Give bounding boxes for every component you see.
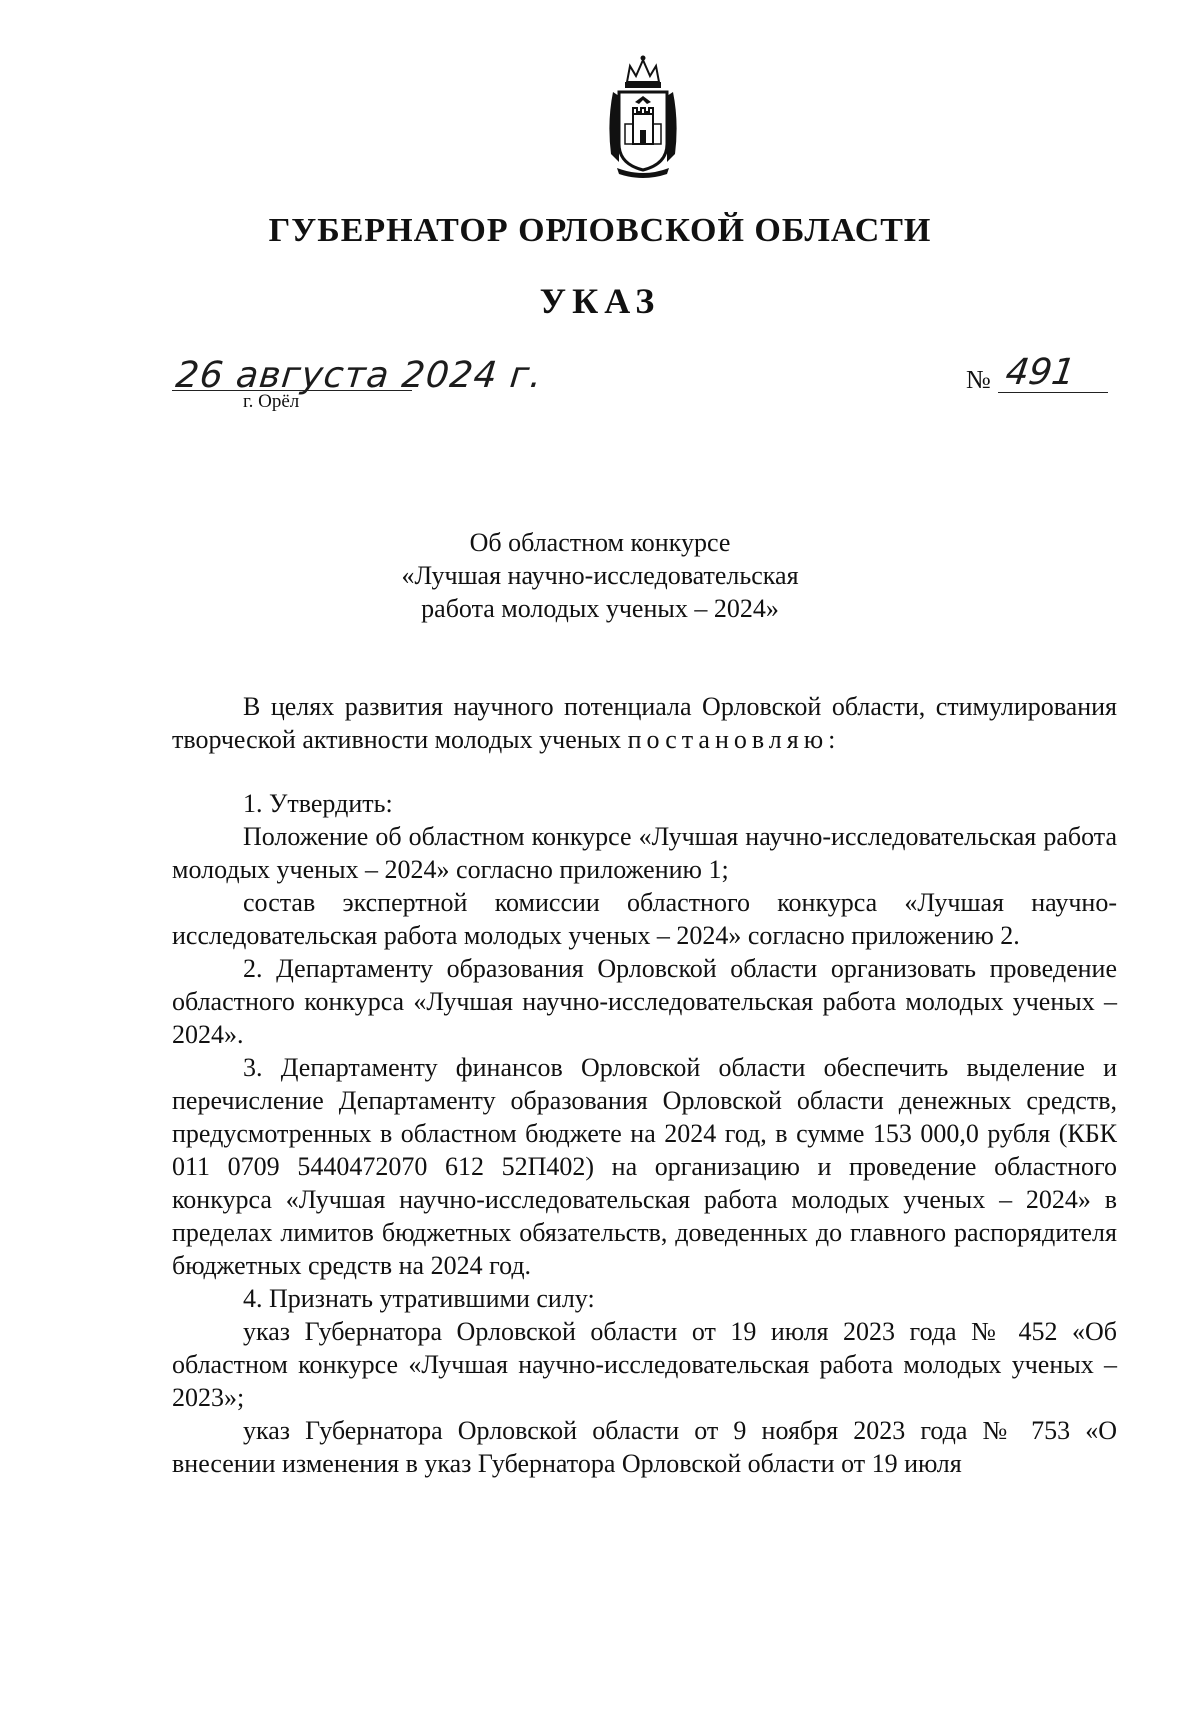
number-underline (998, 392, 1108, 393)
paragraph-3: 3. Департаменту финансов Орловской области обеспечить выделение и перечисление Департаменту образования Орловской области денежных средств, предусмотренных в областном бюджете на 2024 год, в сумме 153 000,0 рубля (КБК 011 0709 5440472070 612 52П402) на организацию и проведение областного конкурса «Лучшая научно-исследовательская работа молодых ученых – 2024» в пределах лимитов бюджетных обязательств, доведенных до главного распорядителя бюджетных средств на 2024 год. (172, 1053, 1117, 1280)
document-type: УКАЗ (539, 281, 661, 321)
decree-subject (0, 526, 1200, 625)
paragraph-1b: состав экспертной комиссии областного конкурса «Лучшая научно-исследовательская работа молодых ученых – 2024» согласно приложению 2. (172, 888, 1117, 950)
decree-date-handwritten: 26 августа 2024 г. (173, 355, 545, 396)
subject-line: Об областном конкурсе (469, 528, 731, 557)
decree-word: постановляю (627, 725, 829, 754)
preamble-paragraph (172, 690, 1117, 756)
decree-body (172, 690, 1117, 1480)
city-label: г. Орёл (243, 391, 300, 412)
preamble-text: В целях развития научного потенциала Орловской области, стимулирования творческой активности молодых ученых (172, 692, 1117, 754)
paragraph-1: 1. Утвердить: (243, 789, 393, 818)
subject-line: «Лучшая научно-исследовательская (401, 561, 799, 590)
paragraph-1a: Положение об областном конкурсе «Лучшая научно-исследовательская работа молодых ученых – 2024» согласно приложению 1; (172, 822, 1117, 884)
preamble-colon: : (828, 725, 836, 754)
paragraph-4a: указ Губернатора Орловской области от 19 июля 2023 года № 452 «Об областном конкурсе «Лучшая научно-исследовательская работа молодых ученых – 2023»; (172, 1317, 1117, 1412)
subject-line: работа молодых ученых – 2024» (421, 594, 779, 623)
paragraph-4b: указ Губернатора Орловской области от 9 ноября 2023 года № 753 «О внесении изменения в указ Губернатора Орловской области от 19 июля (172, 1416, 1117, 1478)
paragraph-4: 4. Признать утратившими силу: (243, 1284, 595, 1313)
paragraph-2: 2. Департаменту образования Орловской области организовать проведение областного конкурса «Лучшая научно-исследовательская работа молодых ученых – 2024». (172, 954, 1117, 1049)
number-label: № (966, 365, 991, 394)
coat-of-arms-icon (597, 52, 689, 180)
decree-number-handwritten: 491 (1003, 352, 1078, 393)
issuing-authority: ГУБЕРНАТОР ОРЛОВСКОЙ ОБЛАСТИ (268, 212, 932, 249)
